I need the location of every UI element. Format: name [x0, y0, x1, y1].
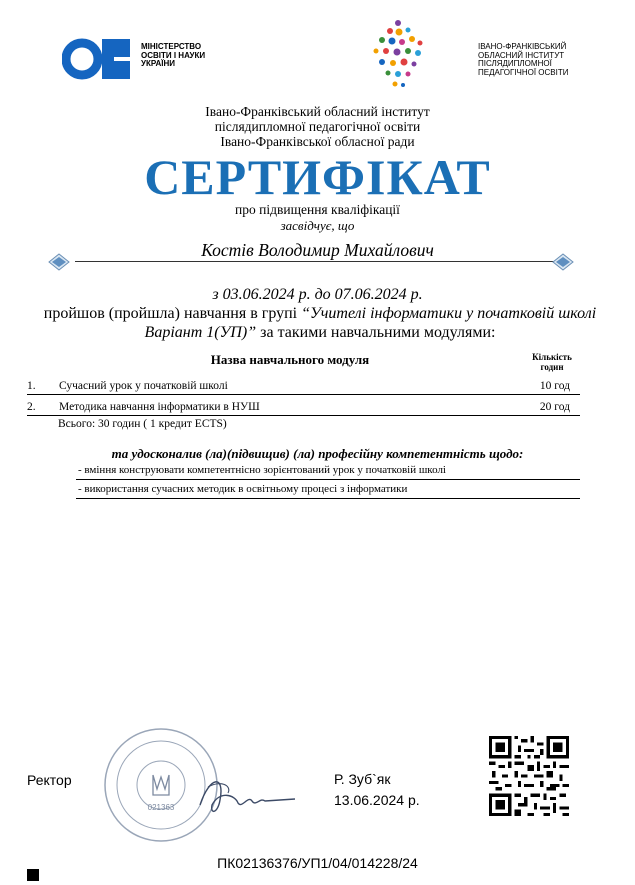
modules-total: Всього: 30 годин ( 1 кредит ECTS) [58, 418, 227, 430]
module-number: 1. [27, 380, 36, 392]
institute-line: ПЕДАГОГІЧНОЇ ОСВІТИ [478, 67, 569, 77]
competence-heading: та удосконалив (ла)(підвищив) (ла) професійну компетентність щодо: [111, 446, 524, 461]
desc-suffix: за такими навчальними модулями: [256, 324, 496, 341]
institute-line: ІВАНО-ФРАНКІВСЬКИЙ [478, 42, 567, 51]
signer-name: Р. Зуб`як [334, 771, 391, 787]
issuer-line: Івано-Франківської обласної ради [220, 134, 415, 149]
issuer-line: Івано-Франківський обласний інститут [205, 104, 430, 119]
issuer-block [0, 104, 635, 149]
competence-item [76, 463, 580, 480]
module-row [27, 378, 580, 395]
corner-marker [27, 869, 39, 881]
certificate-title: СЕРТИФІКАТ [144, 149, 491, 205]
desc-prefix: пройшов (пройшла) навчання в групі [43, 305, 302, 322]
training-description [40, 304, 600, 342]
module-hours: 10 год [539, 380, 570, 392]
module-name: Методика навчання інформатики в НУШ [59, 401, 260, 413]
group-name: “Учителі інформатики у початковій школі Варіант 1(УП)” [144, 305, 597, 341]
module-name: Сучасний урок у початковій школі [59, 380, 228, 392]
ministry-name [141, 43, 205, 69]
institute-line: ОБЛАСНИЙ ІНСТИТУТ [478, 50, 565, 60]
handwritten-signature [190, 765, 300, 825]
institute-name [478, 43, 568, 77]
competence-text: - використання сучасних методик в освітньому процесі з інформатики [78, 483, 408, 495]
qr-code[interactable] [489, 736, 569, 816]
name-underline [75, 261, 555, 262]
institute-line: ПІСЛЯДИПЛОМНОЇ [478, 59, 552, 68]
competence-item [76, 482, 580, 499]
signer-role: Ректор [27, 772, 72, 788]
certificate-subtitle: про підвищення кваліфікації [235, 202, 400, 217]
issuer-line: післядипломної педагогічної освіти [214, 119, 421, 134]
training-dates: з 03.06.2024 р. до 07.06.2024 р. [212, 286, 423, 303]
recipient-name: Костів Володимир Михайлович [201, 240, 434, 260]
module-hours: 20 год [539, 401, 570, 413]
ministry-line: ОСВІТИ І НАУКИ [141, 50, 206, 60]
modules-header-name: Назва навчального модуля [210, 352, 370, 367]
certificate-serial-number: ПК02136376/УП1/04/014228/24 [217, 855, 418, 871]
ministry-line: УКРАЇНИ [141, 59, 176, 68]
ministry-line: МІНІСТЕРСТВО [141, 42, 202, 51]
institute-dots-logo [368, 18, 428, 90]
module-number: 2. [27, 401, 36, 413]
svg-text:021363: 021363 [147, 803, 175, 812]
signature-date: 13.06.2024 р. [334, 792, 420, 808]
attests-text: засвідчує, що [280, 218, 355, 233]
modules-header-hours: Кількість годин [532, 352, 572, 372]
competence-text: - вміння конструювати компетентнісно зорієнтований урок у початковій школі [78, 464, 446, 476]
ministry-logo [62, 35, 132, 83]
module-row [27, 399, 580, 416]
